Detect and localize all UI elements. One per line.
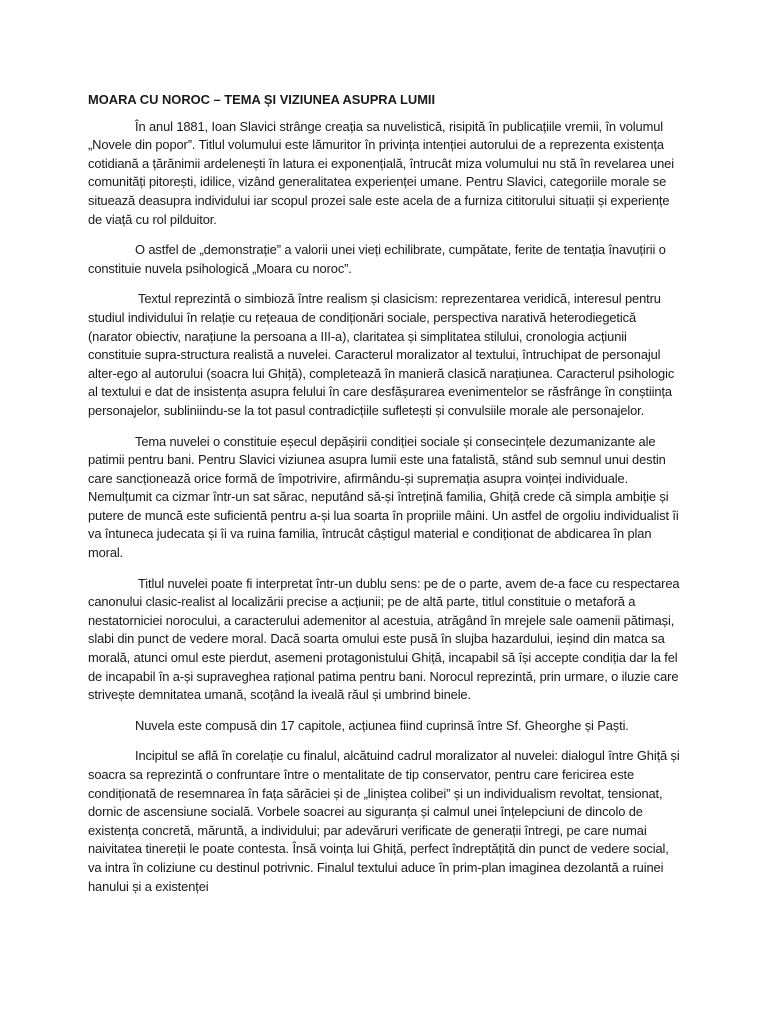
paragraph-incipit-final: Incipitul se află în corelație cu finalul, alcătuind cadrul moralizator al nuvelei: dialogul între Ghiță și soacra sa reprezintă o confruntare între o mentalitate de tip conservator, pentru care fericirea este condiționată de resemnarea în fața sărăciei și de „liniștea colibei” și un individualism revoltat, tensionat, dornic de ascensiune socială. Vorbele soacrei au siguranța și calmul unei înțelepciuni de dincolo de existența concretă, măruntă, a individului; par adevăruri verificate de generații întregi, pe care numai naivitatea tinereții le poate contesta. Însă voința lui Ghiță, perfect îndreptățită din punct de vedere social, va intra în coliziune cu destinul potrivnic. Finalul textului aduce în prim-plan imaginea dezolantă a ruinei hanului și a existenței (88, 748, 680, 894)
paragraph-title-meaning: Titlul nuvelei poate fi interpretat într-un dublu sens: pe de o parte, avem de-a face cu respectarea canonului clasic-realist al localizării precise a acțiunii; pe de altă parte, titlul constituie o metaforă a nestatorniciei norocului, a caracterului ademenitor al acestuia, atrăgând în mrejele sale oamenii pătimași, slabi din punct de vedere moral. Dacă soarta omului este pusă în slujba hazardului, ieșind din matca sa morală, atunci omul este pierdut, asemeni protagonistului Ghiță, incapabil să își accepte condiția dar la fel de incapabil în a-și supraveghea rațional patima pentru bani. Norocul reprezintă, prin urmare, o iluzie care strivește demnitatea umană, scoțând la iveală răul și umbrind binele. (88, 575, 680, 703)
paragraph-intro: În anul 1881, Ioan Slavici strânge creația sa nuvelistică, risipită în publicațiile vremii, în volumul „Novele din popor”. Titlul volumului este lămuritor în privința intenției autorului de a reprezenta existența cotidiană a țărănimii ardelenești în latura ei exponențială, întrucât miza volumului nu stă în revelarea unei comunități pitorești, idilice, vizând generalitatea experienței umane. Pentru Slavici, categoriile morale se situează deasupra individului iar scopul prozei sale este acela de a furniza cititorului situații și experiențe de viață cu rol pilduitor. (88, 118, 674, 227)
document-page (88, 91, 683, 908)
paragraph-structure: Nuvela este compusă din 17 capitole, acțiunea fiind cuprinsă între Sf. Gheorghe și Paști. (135, 717, 629, 733)
document-title: MOARA CU NOROC – TEMA ȘI VIZIUNEA ASUPRA LUMII (88, 92, 436, 107)
paragraph-realism-classicism: Textul reprezintă o simbioză între realism și clasicism: reprezentarea veridică, interesul pentru studiul individului în relație cu rețeaua de condiționări sociale, perspectiva narativă heterodiegetică (narator obiectiv, narațiune la persoana a III-a), claritatea și simplitatea stilului, cronologia acțiunii constituie supra-structura realistă a nuvelei. Caracterul moralizator al textului, întruchipat de personajul alter-ego al autorului (soacra lui Ghiță), completează în manieră clasică narațiunea. Caracterul psihologic al textului e dat de insistența asupra felului în care desfășurarea evenimentelor se răsfrânge în conștiința personajelor, subliniindu-se la tot pasul contradicțiile sufletești și convulsiile morale ale personajelor. (88, 291, 675, 418)
paragraph-demonstration: O astfel de „demonstrație” a valorii unei vieți echilibrate, cumpătate, ferite de tentația înavuțirii o constituie nuvela psihologică „Moara cu noroc”. (88, 242, 666, 276)
paragraph-theme: Tema nuvelei o constituie eșecul depășirii condiției sociale și consecințele dezumanizante ale patimii pentru bani. Pentru Slavici viziunea asupra lumii este una fatalistă, stând sub semnul unui destin care sancționează orice formă de împotrivire, afirmându-și supremația asupra voinței individuale. Nemulțumit ca cizmar într-un sat sărac, neputând să-și întrețină familia, Ghiță crede că simpla ambiție și putere de muncă este suficientă pentru a-și lua soarta în propriile mâini. Un astfel de orgoliu individualist îi va întuneca judecata și îi va ruina familia, întrucât câștigul material e condiționat de abdicarea în plan moral. (88, 433, 679, 561)
